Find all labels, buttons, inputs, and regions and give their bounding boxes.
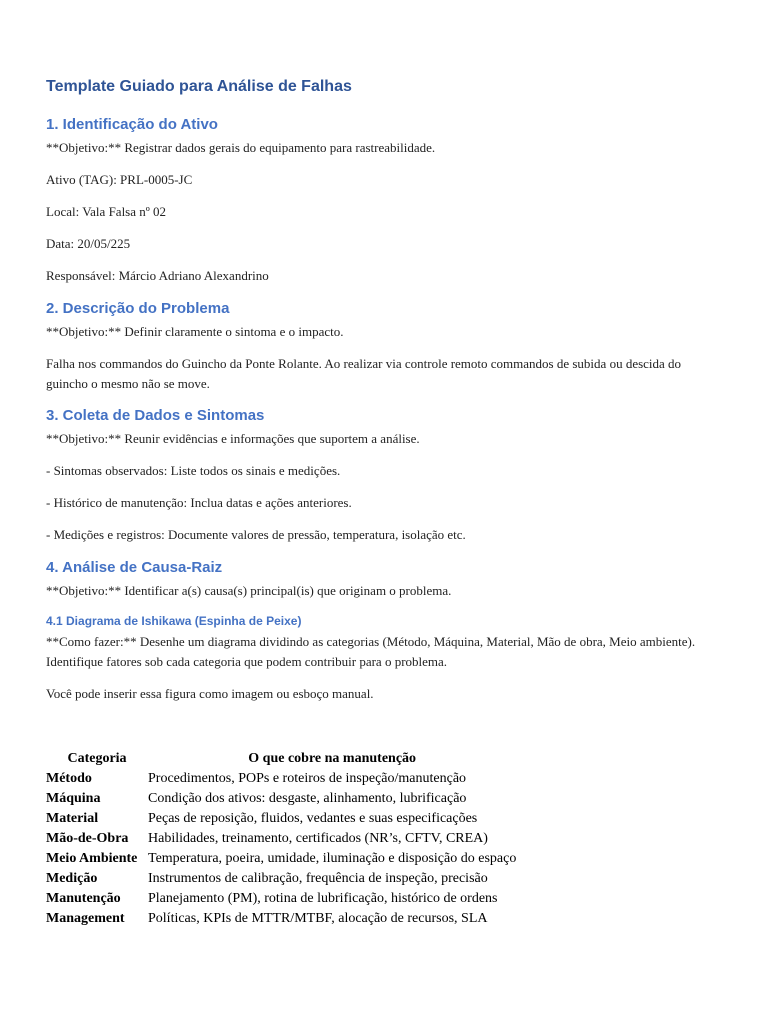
section-objective: **Objetivo:** Reunir evidências e informações que suportem a análise. (46, 431, 420, 446)
paragraph-medicoes: - Medições e registros: Documente valores de pressão, temperatura, isolação etc. (46, 527, 466, 542)
table-row (46, 909, 516, 929)
section-heading-descricao: 2. Descrição do Problema (46, 300, 230, 317)
subsection-heading-ishikawa: 4.1 Diagrama de Ishikawa (Espinha de Peixe) (46, 614, 302, 628)
paragraph-data: Data: 20/05/225 (46, 236, 131, 251)
paragraph-inserir-figura: Você pode inserir essa figura como imagem ou esboço manual. (46, 686, 374, 701)
column-header-o-que-cobre: O que cobre na manutenção (248, 751, 417, 766)
category-cell: Medição (46, 871, 98, 886)
coverage-cell: Planejamento (PM), rotina de lubrificação, histórico de ordens (148, 891, 498, 906)
column-header-categoria: Categoria (67, 751, 127, 766)
paragraph-local: Local: Vala Falsa nº 02 (46, 204, 167, 219)
table-row (46, 869, 516, 889)
coverage-cell: Procedimentos, POPs e roteiros de inspeção/manutenção (148, 771, 467, 786)
coverage-cell: Habilidades, treinamento, certificados (NR’s, CFTV, CREA) (148, 831, 488, 846)
table-row (46, 889, 516, 909)
category-cell: Meio Ambiente (46, 851, 138, 866)
section-heading-coleta: 3. Coleta de Dados e Sintomas (46, 407, 265, 424)
category-cell: Mão-de-Obra (46, 831, 129, 846)
table-header-row (46, 749, 516, 769)
section-objective: **Objetivo:** Registrar dados gerais do equipamento para rastreabilidade. (46, 140, 436, 155)
paragraph-responsavel: Responsável: Márcio Adriano Alexandrino (46, 268, 269, 283)
paragraph-como-fazer: **Como fazer:** Desenhe um diagrama dividindo as categorias (Método, Máquina, Material, Mão de obra, Meio ambiente). Identifique fatores sob cada categoria que podem contribuir para o problema. (46, 634, 696, 669)
coverage-cell: Políticas, KPIs de MTTR/MTBF, alocação de recursos, SLA (148, 911, 488, 926)
coverage-cell: Temperatura, poeira, umidade, iluminação e disposição do espaço (148, 851, 517, 866)
coverage-cell: Condição dos ativos: desgaste, alinhamento, lubrificação (148, 791, 467, 806)
paragraph-sintomas: - Sintomas observados: Liste todos os sinais e medições. (46, 463, 341, 478)
category-cell: Management (46, 911, 125, 926)
section-heading-identificacao: 1. Identificação do Ativo (46, 116, 218, 133)
table-row (46, 849, 516, 869)
table-row (46, 769, 516, 789)
categories-table (46, 749, 516, 929)
category-cell: Método (46, 771, 92, 786)
section-heading-analise: 4. Análise de Causa-Raiz (46, 559, 223, 576)
category-cell: Máquina (46, 791, 101, 806)
section-objective: **Objetivo:** Definir claramente o sintoma e o impacto. (46, 324, 344, 339)
coverage-cell: Instrumentos de calibração, frequência de inspeção, precisão (148, 871, 488, 886)
paragraph-falha: Falha nos commandos do Guincho da Ponte Rolante. Ao realizar via controle remoto commandos de subida ou descida do guincho o mesmo não se move. (46, 356, 682, 391)
paragraph-ativo: Ativo (TAG): PRL-0005-JC (46, 172, 193, 187)
table-row (46, 789, 516, 809)
section-objective: **Objetivo:** Identificar a(s) causa(s) principal(is) que originam o problema. (46, 583, 452, 598)
table-row (46, 829, 516, 849)
category-cell: Manutenção (46, 891, 121, 906)
category-cell: Material (46, 811, 99, 826)
paragraph-historico: - Histórico de manutenção: Inclua datas e ações anteriores. (46, 495, 352, 510)
coverage-cell: Peças de reposição, fluidos, vedantes e suas especificações (148, 811, 478, 826)
table-row (46, 809, 516, 829)
document-title: Template Guiado para Análise de Falhas (46, 78, 352, 95)
